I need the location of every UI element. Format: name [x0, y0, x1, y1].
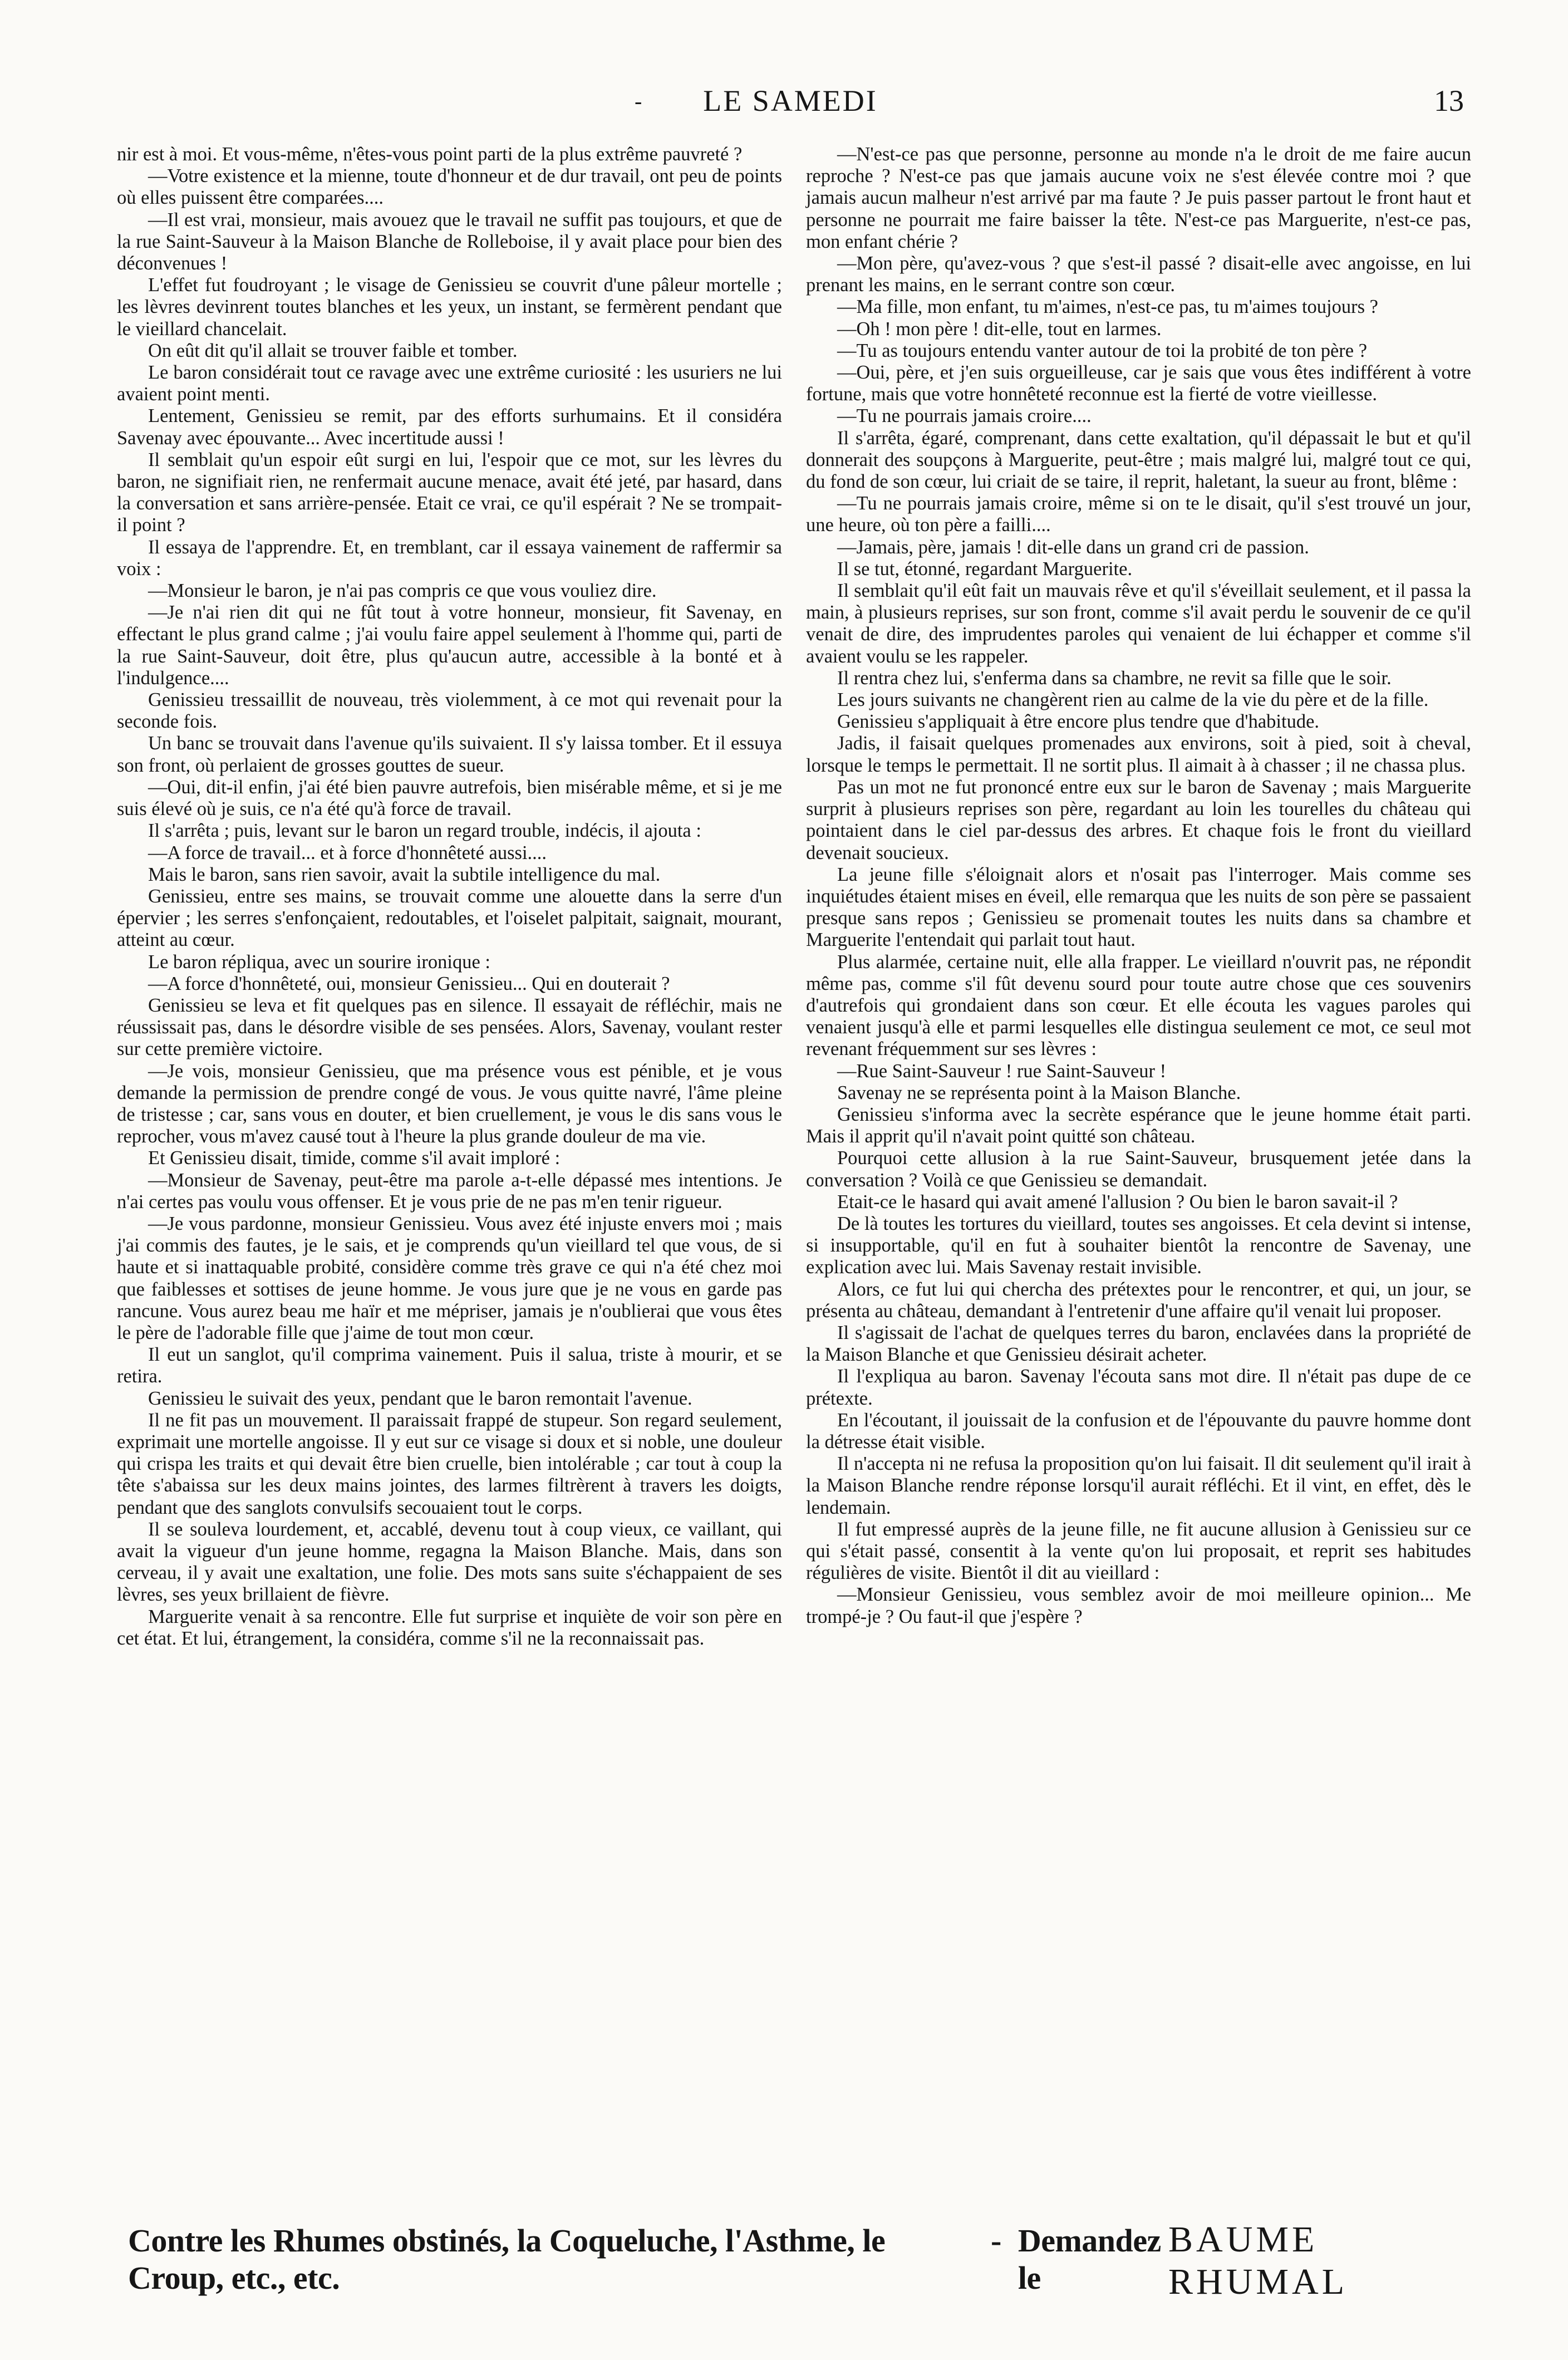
paragraph: Il eut un sanglot, qu'il comprima vainement. Puis il salua, triste à mourir, et se retira. [117, 1344, 782, 1387]
paragraph: —Monsieur de Savenay, peut-être ma parole a-t-elle dépassé mes intentions. Je n'ai certes pas voulu vous offenser. Et je vous prie de ne pas m'en tenir rigueur. [117, 1169, 782, 1213]
ad-separator: - [991, 2222, 1001, 2259]
running-title: LE SAMEDI [703, 84, 878, 117]
paragraph: Jadis, il faisait quelques promenades aux environs, soit à pied, soit à cheval, lorsque le temps le permettait. Il ne sortit plus. Il aimait à à chasser ; il ne chassa plus. [806, 733, 1471, 776]
paragraph: Il fut empressé auprès de la jeune fille, ne fit aucune allusion à Genissieu sur ce qui s'était passé, consentit à la vente qu'on lui proposait, et reprit ses habitudes régulières de visite. Bientôt il dit au vieillard : [806, 1518, 1471, 1584]
paragraph: Pas un mot ne fut prononcé entre eux sur le baron de Savenay ; mais Marguerite surprit à plusieurs reprises son père, regardant au loin les tourelles du château qui pointaient dans le ciel par-dessus des arbres. Et chaque fois le front du vieillard devenait soucieux. [806, 776, 1471, 863]
right-column [806, 144, 1471, 1628]
paragraph: Genissieu tressaillit de nouveau, très violemment, à ce mot qui revenait pour la seconde fois. [117, 689, 782, 733]
paragraph: —Tu ne pourrais jamais croire, même si on te le disait, qu'il s'est trouvé un jour, une heure, où ton père a failli.... [806, 493, 1471, 536]
paragraph: Lentement, Genissieu se remit, par des efforts surhumains. Et il considéra Savenay avec épouvante... Avec incertitude aussi ! [117, 405, 782, 449]
paragraph: Pourquoi cette allusion à la rue Saint-Sauveur, brusquement jetée dans la conversation ? Voilà ce que Genissieu se demandait. [806, 1147, 1471, 1191]
paragraph: —Mon père, qu'avez-vous ? que s'est-il passé ? disait-elle avec angoisse, en lui prenant les mains, en le serrant contre son cœur. [806, 253, 1471, 296]
paragraph: —Oui, père, et j'en suis orgueilleuse, car je sais que vous êtes indifférent à votre fortune, mais que votre honnêteté reconnue est la fierté de votre vieillesse. [806, 362, 1471, 405]
paragraph: En l'écoutant, il jouissait de la confusion et de l'épouvante du pauvre homme dont la détresse était visible. [806, 1409, 1471, 1453]
paragraph: Genissieu le suivait des yeux, pendant que le baron remontait l'avenue. [148, 1387, 692, 1409]
paragraph: Et Genissieu disait, timide, comme s'il avait imploré : [148, 1147, 561, 1169]
paragraph: nir est à moi. Et vous-même, n'êtes-vous point parti de la plus extrême pauvreté ? [117, 144, 743, 165]
paragraph: Il se tut, étonné, regardant Marguerite. [837, 558, 1133, 580]
paragraph: —Monsieur le baron, je n'ai pas compris ce que vous vouliez dire. [148, 580, 657, 602]
paragraph: —Je vois, monsieur Genissieu, que ma présence vous est pénible, et je vous demande la permission de prendre congé de vous. Je vous quitte navré, l'âme pleine de tristesse ; car, sans vous en douter, et bien cruellement, je vous le dis sans vous le reprocher, vous m'avez causé tout à l'heure la plus grande douleur de ma vie. [117, 1060, 782, 1147]
paragraph: Plus alarmée, certaine nuit, elle alla frapper. Le vieillard n'ouvrit pas, ne répondit même pas, comme s'il fût devenu sourd pour toute autre chose que ces souvenirs d'autrefois qui grondaient dans son cœur. Et elle écouta les vagues paroles qui venaient jusqu'à elle et parmi lesquelles elle distingua seulement ce mot, ce seul mot revenant fréquemment sur ses lèvres : [806, 951, 1471, 1060]
paragraph: Il s'arrêta ; puis, levant sur le baron un regard trouble, indécis, il ajouta : [148, 820, 701, 842]
paragraph: —Il est vrai, monsieur, mais avouez que le travail ne suffit pas toujours, et que de la rue Saint-Sauveur à la Maison Blanche de Rolleboise, il y avait place pour bien des déconvenues ! [117, 209, 782, 274]
paragraph: Il rentra chez lui, s'enferma dans sa chambre, ne revit sa fille que le soir. [837, 667, 1392, 689]
paragraph: —A force de travail... et à force d'honnêteté aussi.... [148, 842, 547, 863]
paragraph: Marguerite venait à sa rencontre. Elle fut surprise et inquiète de voir son père en cet état. Et lui, étrangement, la considéra, comme s'il ne la reconnaissait pas. [117, 1606, 782, 1649]
paragraph: Il s'arrêta, égaré, comprenant, dans cette exaltation, qu'il dépassait le but et qu'il donnerait des soupçons à Marguerite, peut-être ; mais malgré lui, malgré tout ce qui, du fond de son cœur, lui criait de se taire, il reprit, haletant, la sueur au front, blême : [806, 427, 1471, 493]
paragraph: Mais le baron, sans rien savoir, avait la subtile intelligence du mal. [148, 863, 661, 885]
paragraph: Genissieu, entre ses mains, se trouvait comme une alouette dans la serre d'un épervier ; les serres s'enfonçaient, redoutables, et l'oiselet palpitait, saignait, mourant, atteint au cœur. [117, 885, 782, 951]
header-mark: - [635, 89, 642, 114]
ad-brand-name: BAUME RHUMAL [1168, 2219, 1348, 2302]
paragraph: Il essaya de l'apprendre. Et, en tremblant, car il essaya vainement de raffermir sa voix : [117, 536, 782, 580]
paragraph: —Jamais, père, jamais ! dit-elle dans un grand cri de passion. [837, 536, 1309, 558]
paragraph: —Je n'ai rien dit qui ne fût tout à votre honneur, monsieur, fit Savenay, en effectant le plus grand calme ; j'ai voulu faire appel seulement à l'homme qui, parti de la rue Saint-Sauveur, doit être, plus qu'aucun autre, accessible à la bonté et à l'indulgence.... [117, 602, 782, 689]
paragraph: —A force d'honnêteté, oui, monsieur Genissieu... Qui en douterait ? [148, 973, 670, 994]
paragraph: —Je vous pardonne, monsieur Genissieu. Vous avez été injuste envers moi ; mais j'ai commis des fautes, je le sais, et je comprends qu'un vieillard tel que vous, de si haute et si inattaquable probité, considère comme très grave ce qui n'a été chez moi que faiblesses et sottises de jeune homme. Je vous jure que je ne vous en garde pas rancune. Vous aurez beau me haïr et me mépriser, jamais je n'oublierai que vous êtes le père de l'adorable fille que j'aime de tout mon cœur. [117, 1213, 782, 1343]
paragraph: —Oh ! mon père ! dit-elle, tout en larmes. [837, 318, 1162, 340]
paragraph: Le baron considérait tout ce ravage avec une extrême curiosité : les usuriers ne lui avaient point menti. [117, 362, 782, 405]
paragraph: L'effet fut foudroyant ; le visage de Genissieu se couvrit d'une pâleur mortelle ; les lèvres devinrent toutes blanches et les yeux, un instant, se fermèrent pendant que le vieillard chancelait. [117, 274, 782, 340]
paragraph: Etait-ce le hasard qui avait amené l'allusion ? Ou bien le baron savait-il ? [837, 1191, 1398, 1213]
paragraph: —Tu ne pourrais jamais croire.... [837, 405, 1092, 427]
paragraph: Il s'agissait de l'achat de quelques terres du baron, enclavées dans la propriété de la Maison Blanche et que Genissieu désirait acheter. [806, 1322, 1471, 1366]
paragraph: —Tu as toujours entendu vanter autour de toi la probité de ton père ? [837, 340, 1368, 361]
ad-text: Contre les Rhumes obstinés, la Coqueluche, l'Asthme, le Croup, etc., etc. [128, 2222, 886, 2296]
paragraph: Il se souleva lourdement, et, accablé, devenu tout à coup vieux, ce vaillant, qui avait la vigueur d'un jeune homme, regagna la Maison Blanche. Mais, dans son cerveau, il y avait une exaltation, une folie. Des mots sans suite s'échappaient de ses lèvres, ses yeux brillaient de fièvre. [117, 1518, 782, 1606]
paragraph: Un banc se trouvait dans l'avenue qu'ils suivaient. Il s'y laissa tomber. Et il essuya son front, où perlaient de grosses gouttes de sueur. [117, 733, 782, 776]
paragraph: —Monsieur Genissieu, vous semblez avoir de moi meilleure opinion... Me trompé-je ? Ou faut-il que j'espère ? [806, 1584, 1471, 1627]
paragraph: Les jours suivants ne changèrent rien au calme de la vie du père et de la fille. [837, 689, 1429, 711]
paragraph: —Rue Saint-Sauveur ! rue Saint-Sauveur ! [837, 1060, 1167, 1082]
paragraph: —Ma fille, mon enfant, tu m'aimes, n'est-ce pas, tu m'aimes toujours ? [837, 296, 1378, 318]
paragraph: On eût dit qu'il allait se trouver faible et tomber. [148, 340, 518, 361]
paragraph: —Oui, dit-il enfin, j'ai été bien pauvre autrefois, bien misérable même, et si je me suis élevé où je suis, ce n'a été qu'à force de travail. [117, 776, 782, 820]
paragraph: —N'est-ce pas que personne, personne au monde n'a le droit de me faire aucun reproche ? N'est-ce pas que jamais aucune voix ne s'est élevée contre moi ? que jamais aucun malheur n'est arrivé par ma faute ? Je puis passer partout le front haut et personne ne pourrait me faire baisser la tête. N'est-ce pas Marguerite, n'est-ce pas, mon enfant chérie ? [806, 144, 1471, 252]
footer-advertisement [128, 2219, 1464, 2302]
paragraph: La jeune fille s'éloignait alors et n'osait pas l'interroger. Mais comme ses inquiétudes étaient mises en éveil, elle remarqua que les nuits de son père se passaient presque sans repos ; Genissieu se promenait toutes les nuits dans sa chambre et Marguerite l'entendait qui parlait tout haut. [806, 863, 1471, 951]
paragraph: Savenay ne se représenta point à la Maison Blanche. [837, 1082, 1241, 1103]
paragraph: De là toutes les tortures du vieillard, toutes ses angoisses. Et cela devint si intense, si insupportable, qu'il en fut à souhaiter bientôt la rencontre de Savenay, une explication avec lui. Mais Savenay restait invisible. [806, 1213, 1471, 1278]
paragraph: Il semblait qu'un espoir eût surgi en lui, l'espoir que ce mot, sur les lèvres du baron, ne signifiait rien, ne renfermait aucune menace, avait été jeté, par hasard, dans la conversation et sans arrière-pensée. Etait ce vrai, ce qu'il espérait ? Ne se trompait-il point ? [117, 449, 782, 536]
paragraph: Il semblait qu'il eût fait un mauvais rêve et qu'il s'éveillait seulement, et il passa la main, à plusieurs reprises, sur son front, comme s'il avait perdu le souvenir de ce qu'il venait de dire, des imprudentes paroles qui venaient de lui échapper et comme s'il avaient voulu se les rappeler. [806, 580, 1471, 667]
paragraph: Il n'accepta ni ne refusa la proposition qu'on lui faisait. Il dit seulement qu'il irait à la Maison Blanche rendre réponse lorsqu'il aurait réfléchi. Et il vint, en effet, dès le lendemain. [806, 1453, 1471, 1518]
paragraph: Genissieu s'informa avec la secrète espérance que le jeune homme était parti. Mais il apprit qu'il n'avait point quitté son château. [806, 1103, 1471, 1147]
paragraph: Il ne fit pas un mouvement. Il paraissait frappé de stupeur. Son regard seulement, exprimait une mortelle angoisse. Il y eut sur ce visage si doux et si noble, une douleur qui crispa les traits et qui devait être bien cruelle, bien intolérable ; car tout à coup la tête s'abaissa sur les deux mains jointes, des larmes filtrèrent à travers les doigts, pendant que des sanglots convulsifs secouaient tout le corps. [117, 1409, 782, 1518]
paragraph: Le baron répliqua, avec un sourire ironique : [148, 951, 491, 973]
ad-call-to-action: Demandez le [1018, 2222, 1161, 2296]
paragraph: Il l'expliqua au baron. Savenay l'écouta sans mot dire. Il n'était pas dupe de ce prétexte. [806, 1366, 1471, 1409]
paragraph: Genissieu s'appliquait à être encore plus tendre que d'habitude. [837, 711, 1320, 733]
page-number: 13 [1434, 84, 1464, 117]
paragraph: Genissieu se leva et fit quelques pas en silence. Il essayait de réfléchir, mais ne réussissait pas, dans le désordre visible de ses pensées. Alors, Savenay, voulant rester sur cette première victoire. [117, 994, 782, 1060]
left-column [117, 144, 782, 1650]
paragraph: —Votre existence et la mienne, toute d'honneur et de dur travail, ont peu de points où elles puissent être comparées.... [117, 165, 782, 209]
page-header [117, 84, 1464, 122]
paragraph: Alors, ce fut lui qui chercha des prétextes pour le rencontrer, et qui, un jour, se présenta au château, demandant à l'entretenir d'une affaire qu'il venait lui proposer. [806, 1278, 1471, 1322]
